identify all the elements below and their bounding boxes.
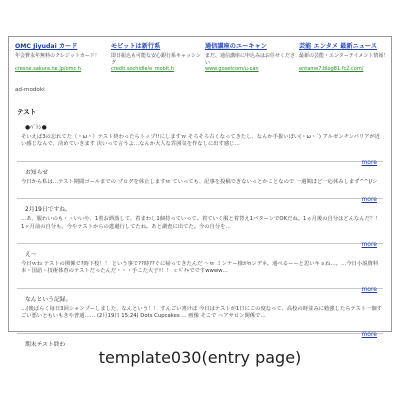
ad-title-link[interactable]: OMC Jiyudai カード	[15, 43, 78, 50]
list-item	[17, 122, 383, 166]
ad-unit[interactable]	[15, 43, 105, 73]
browser-frame	[8, 36, 392, 348]
more-link[interactable]: more	[361, 196, 377, 204]
ad-url-link[interactable]: entame7.blog81.fc2.com/	[299, 66, 364, 72]
page-title: テスト	[17, 108, 37, 116]
more-link[interactable]: more	[361, 158, 377, 166]
ad-provider-link[interactable]: ad-modoki	[15, 87, 45, 93]
list-item	[17, 249, 383, 293]
entry-title[interactable]: 期末テスト終わ	[25, 341, 66, 348]
entry-title[interactable]: え～	[25, 252, 37, 259]
ad-url-link[interactable]: cresne.sakura.ne.jp/omc.h	[15, 66, 82, 72]
entry-excerpt: …あ、服わいのも・・いいや、1着お洒落して、着まわし1個持っていって。着ていく服と着替え1パターンでOKだね。1ヵ月後の自分はどんなんだ？！ 1ヶ月前の自分も。今やテストからの逃避行してたね。あと調査に出てた。今の自分を…	[21, 216, 381, 230]
entry-excerpt: 今日ｗね テストの関係で?時下校！！ という事で??時??ぐに帰ってきたんだ ～ｗ ミンナー様がnンデネ。通べるーーと思いキョね…。…今日小説資料本・国語・技術体育のテストだったんだ・・・手こた大子ﾘ！！ ｃﾊﾟﾁｬでですwwww…	[21, 261, 379, 275]
ad-description: 年会費永年無料のクレジットカード！	[15, 53, 100, 59]
ad-title-link[interactable]: 芸能 エンタメ 最新ニュース	[299, 43, 377, 50]
ad-url-link[interactable]: www.gosetcom/u-can	[205, 66, 259, 72]
entry-title[interactable]: なんという記録。	[25, 296, 72, 303]
image-caption: template030(entry page)	[98, 348, 302, 367]
ad-title-link[interactable]: モビットは新行系	[111, 43, 161, 50]
ad-block	[15, 43, 387, 91]
list-item	[17, 204, 383, 249]
entry-list	[17, 107, 383, 358]
entry-title[interactable]: お知らせ	[25, 169, 49, 176]
ad-url-link[interactable]: credit.sochidle/e_mobit.h	[111, 66, 174, 72]
ad-description: 最新の芸能・エンターテイメント情報！	[299, 53, 389, 59]
more-link[interactable]: more	[361, 330, 377, 338]
list-item	[17, 294, 383, 338]
more-link[interactable]: more	[361, 241, 377, 249]
entry-excerpt: そいえば3の忘れてた（＾ω＾）テスト終わったらトップ!!にしますｗ そろそろ古くなってきたし、なんか手抜いぽい(・ω・`) アルゼンチンバリアが近い感じなんで、決めていきます 決いって言うよ…なんか大人な雰囲気を作なしに出す感じ…	[21, 134, 381, 148]
entry-title[interactable]: ●ﾊﾞﾄﾝ●	[25, 125, 47, 131]
entry-excerpt: 今日から私は…テスト期間ゴールまでの ブログを休止しますｗ ていっても、記事を投稿できないっとかことなので 一週間ほど一応休みしまず^^)/シ	[21, 178, 378, 185]
ad-title-link[interactable]: 通信講座のユーキャン	[205, 43, 267, 50]
entry-excerpt: …(後ばらく毎日3回シャンプーしました、なんという！！ すんごい書けば 今日はテストが1日にこの度なって、高校の時並みに勉強したらテスト一個すごい悪いともいもきや普通…… (2月19日 15:24) Dots Cupcakes … 画像 そこで ヘアサロン関係で…	[21, 305, 382, 320]
ad-unit[interactable]	[205, 43, 295, 73]
ad-description: まだ、通信講座に申込みはお任せください	[205, 53, 296, 66]
ad-unit[interactable]	[111, 43, 201, 73]
entry-title[interactable]: 2月19日ですね。	[25, 207, 71, 214]
ad-description: 即日振込も可能な安心銀行系キャッシング	[111, 53, 201, 66]
list-item	[17, 167, 383, 204]
more-link[interactable]: more	[361, 285, 377, 293]
ad-unit[interactable]	[299, 43, 389, 73]
